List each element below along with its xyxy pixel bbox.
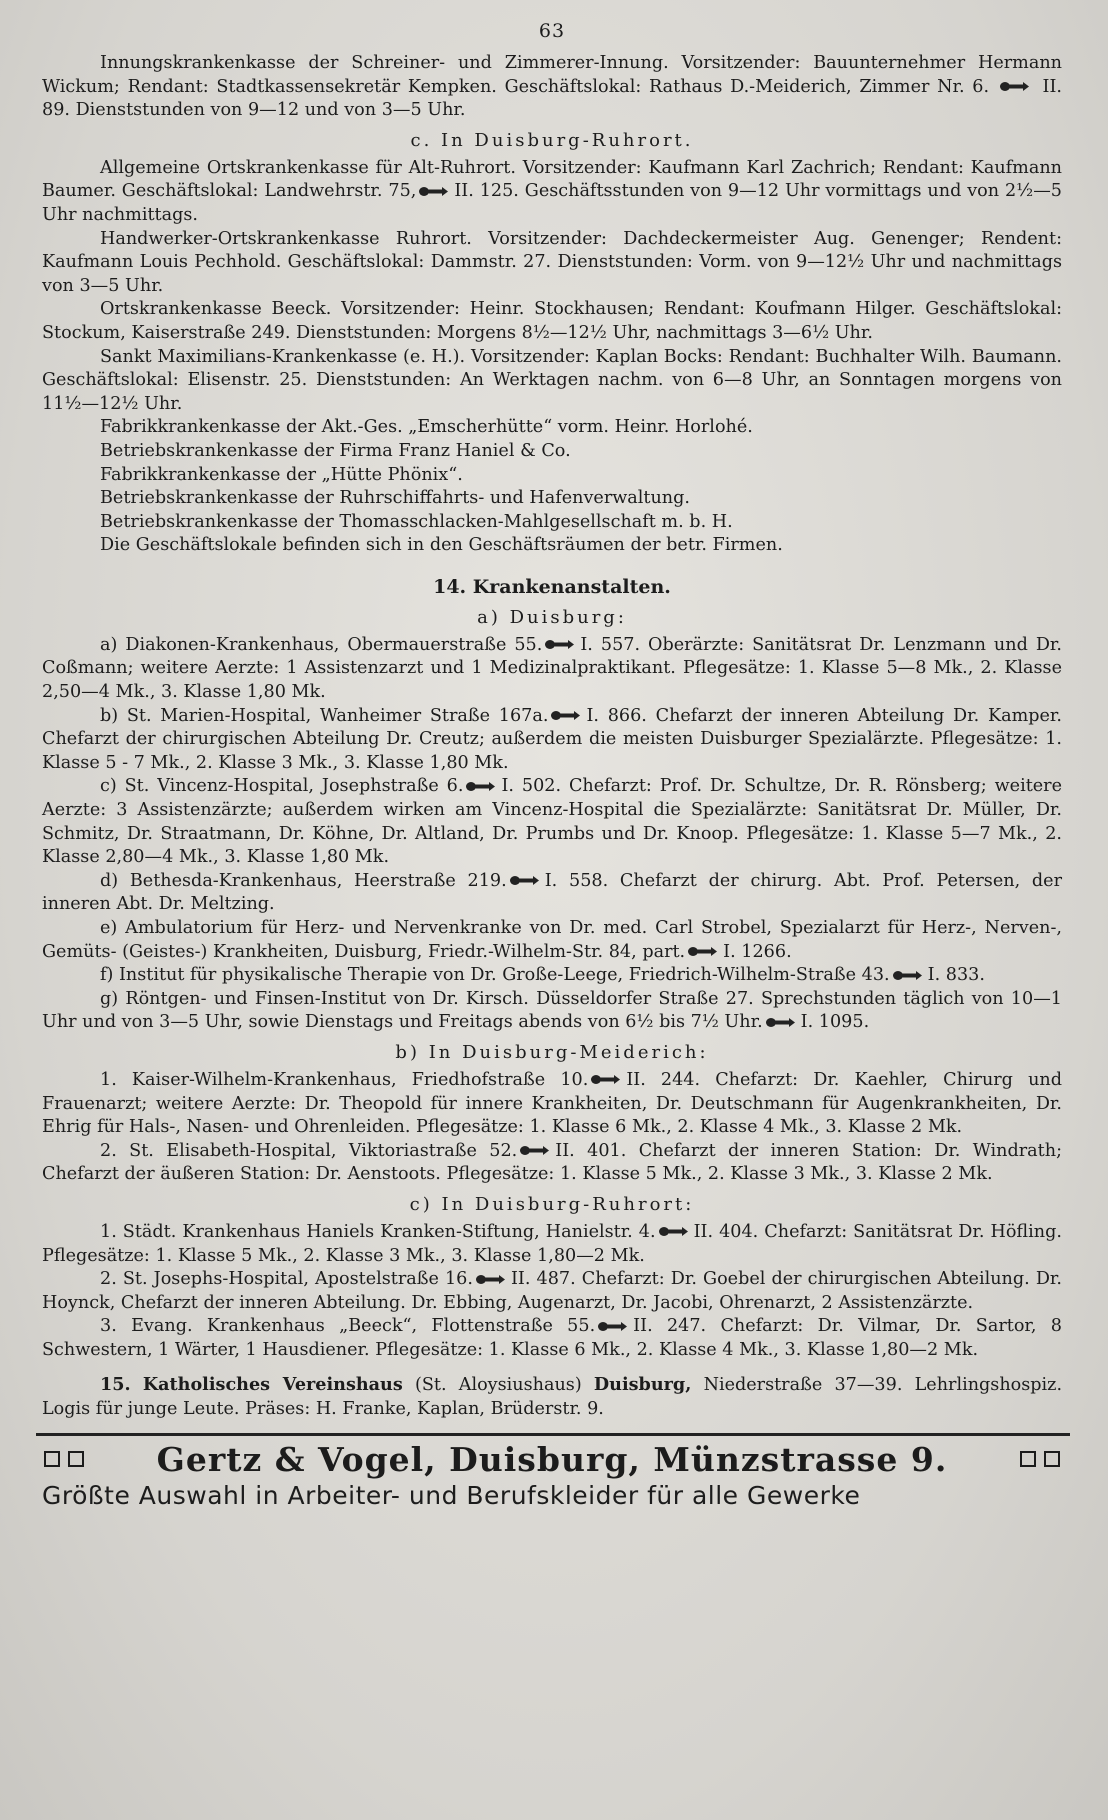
hospital-entry [42, 1069, 1062, 1140]
section-15-number: 15. [100, 1373, 131, 1395]
telephone-icon [765, 1017, 795, 1028]
section-15-city: Duisburg, [593, 1373, 692, 1395]
hospital-details: II. 244. Chefarzt: Dr. Kaehler, Chirurg und Frauenarzt; weitere Aerzte: Dr. Theopold für innere Krankheiten, Dr. Deutschmann für Augenkrankheiten, Dr. Ehrig für Hals-, Nasen- und Ohrenleiden. Pflegesätze: 1. Klasse 6 Mk., 2. Klasse 4 Mk., 3. Klasse 2 Mk. [42, 1069, 1062, 1138]
kasse-phone-text: II. 125. Geschäftsstunden von 9—12 Uhr vormittags und von 2½—5 Uhr nachmittags. [42, 181, 1062, 225]
hospital-name: b) St. Marien-Hospital, Wanheimer Straße 167a. [100, 705, 549, 726]
hospital-details: I. 1266. [723, 941, 792, 962]
kasse-entry: Sankt Maximilians-Krankenkasse (e. H.). Vorsitzender: Kaplan Bocks: Rendant: Buchhalter Wilh. Baumann. Geschäftslokal: Elisenstr. 25. Dienststunden: An Werktagen nachm. von 6—8 Uhr, an Sonntagen morgens von 11½—12½ Uhr. [42, 346, 1062, 414]
square-ornament-icon [44, 1451, 60, 1467]
hospital-details: I. 502. Chefarzt: Prof. Dr. Schultze, Dr. R. Rönsberg; weitere Aerzte: 3 Assistenzärzte; außerdem wirken am Vincenz-Hospital die Spezialärzte: Sanitätsrat Dr. Müller, Dr. Schmitz, Dr. Straatmann, Dr. Köhne, Dr. Altland, Dr. Prumbs und Dr. Knoop. Pflegesätze: 1. Klasse 5—7 Mk., 2. Klasse 2,80—4 Mk., 3. Klasse 1,80 Mk. [42, 776, 1062, 868]
hospital-entry [42, 1315, 1062, 1362]
hospital-entry [42, 775, 1062, 869]
hospital-details: II. 401. Chefarzt der inneren Station: Dr. Windrath; Chefarzt der äußeren Station: Dr. Aenstoots. Pflegesätze: 1. Klasse 5 Mk., 2. Klasse 3 Mk., 3. Klasse 2 Mk. [42, 1140, 1062, 1185]
heading-ruhrort: c) In Duisburg-Ruhrort: [409, 1193, 695, 1215]
advert-subtitle: Größte Auswahl in Arbeiter- und Berufskleider für alle Gewerke [42, 1480, 861, 1510]
telephone-icon [687, 946, 717, 957]
heading-ruhrort-kassen: c. In Duisburg-Ruhrort. [410, 129, 694, 151]
kasse-entry: Fabrikkrankenkasse der Akt.-Ges. „Emscherhütte“ vorm. Heinr. Horlohé. [100, 417, 753, 438]
telephone-icon [550, 710, 580, 721]
telephone-icon [544, 639, 574, 650]
section-15-name: Katholisches Vereinshaus [142, 1373, 403, 1395]
section-15-details: Niederstraße 37—39. Lehrlingshospiz. Logis für junge Leute. Präses: H. Franke, Kaplan, Brüderstr. 9. [42, 1374, 1063, 1419]
hospital-entry [42, 705, 1062, 776]
telephone-icon [465, 781, 495, 792]
page-number: 63 [538, 20, 566, 42]
hospital-name: g) Röntgen- und Finsen-Institut von Dr. Kirsch. Düsseldorfer Straße 27. Sprechstunden täglich von 10—1 Uhr und von 3—5 Uhr, sowie Dienstags und Freitags abends von 6½ bis 7½ Uhr. [42, 988, 1062, 1033]
heading-meiderich: b) In Duisburg-Meiderich: [395, 1041, 709, 1063]
hospital-details: II. 247. Chefarzt: Dr. Vilmar, Dr. Sartor, 8 Schwestern, 1 Wärter, 1 Hausdiener. Pflegesätze: 1. Klasse 6 Mk., 2. Klasse 4 Mk., 3. Klasse 1,80—2 Mk. [42, 1316, 1062, 1360]
kasse-entry: Handwerker-Ortskrankenkasse Ruhrort. Vorsitzender: Dachdeckermeister Aug. Genenger; Rendent: Kaufmann Louis Pechhold. Geschäftslokal: Dammstr. 27. Dienststunden: Vorm. von 9—12½ Uhr und nachmittags von 3—5 Uhr. [42, 228, 1062, 296]
square-ornament-icon [1044, 1451, 1060, 1467]
hospital-entry [42, 964, 1062, 988]
kasse-entry: Fabrikkrankenkasse der „Hütte Phönix“. [100, 464, 463, 485]
advert-divider [36, 1433, 1070, 1436]
telephone-icon [519, 1145, 549, 1156]
hospital-name: 2. St. Elisabeth-Hospital, Viktoriastraße 52. [100, 1140, 518, 1161]
square-ornament-right [1020, 1451, 1060, 1467]
innung-text: Innungskrankenkasse der Schreiner- und Zimmerer-Innung. Vorsitzender: Bauunternehmer Hermann Wickum; Rendant: Stadtkassensekretär Kempken. Geschäftslokal: Rathaus D.-Meiderich, Zimmer Nr. 6. [42, 53, 1062, 97]
hospital-entry [42, 917, 1062, 964]
section-15-entry [42, 1373, 1062, 1421]
hospital-name: d) Bethesda-Krankenhaus, Heerstraße 219. [100, 870, 507, 891]
hospital-name: 3. Evang. Krankenhaus „Beeck“, Flottenstraße 55. [100, 1316, 596, 1337]
hospital-details: I. 557. Oberärzte: Sanitätsrat Dr. Lenzmann und Dr. Coßmann; weitere Aerzte: 1 Assistenzarzt und 1 Medizinalpraktikant. Pflegesätze: 1. Klasse 5—8 Mk., 2. Klasse 2,50—4 Mk., 3. Klasse 1,80 Mk. [42, 634, 1062, 703]
kasse-entry [42, 157, 1062, 228]
hospital-name: 1. Kaiser-Wilhelm-Krankenhaus, Friedhofstraße 10. [100, 1069, 589, 1090]
telephone-icon [658, 1226, 688, 1237]
hospital-name: 2. St. Josephs-Hospital, Apostelstraße 16. [100, 1269, 473, 1290]
kasse-entry: Betriebskrankenkasse der Firma Franz Haniel & Co. [100, 440, 571, 461]
kasse-text: Allgemeine Ortskrankenkasse für Alt-Ruhrort. Vorsitzender: Kaufmann Karl Zachrich; Rendant: Kaufmann Baumer. Geschäftslokal: Landwehrstr. 75, [42, 157, 1062, 202]
hospital-name: c) St. Vincenz-Hospital, Josephstraße 6. [100, 776, 464, 797]
advert-title: Gertz & Vogel, Duisburg, Münzstrasse 9. [156, 1439, 948, 1479]
hospital-entry [42, 1221, 1062, 1268]
kasse-entry: Ortskrankenkasse Beeck. Vorsitzender: Heinr. Stockhausen; Rendant: Koufmann Hilger. Geschäftslokal: Stockum, Kaiserstraße 249. Dienststunden: Morgens 8½—12½ Uhr, nachmittags 3—6½ Uhr. [42, 299, 1062, 343]
telephone-icon [590, 1074, 620, 1085]
innung-entry [42, 52, 1062, 123]
hospital-details: II. 404. Chefarzt: Sanitätsrat Dr. Höfling. Pflegesätze: 1. Klasse 5 Mk., 2. Klasse 3 Mk., 3. Klasse 1,80—2 Mk. [42, 1221, 1062, 1266]
hospital-entry [42, 870, 1062, 917]
telephone-icon [892, 970, 922, 981]
hospital-details: I. 1095. [800, 1012, 870, 1033]
kasse-entry: Die Geschäftslokale befinden sich in den Geschäftsräumen der betr. Firmen. [100, 535, 783, 556]
telephone-icon [475, 1274, 505, 1285]
hospital-entry [42, 1268, 1062, 1315]
square-ornament-icon [68, 1451, 84, 1467]
section-15-paren: (St. Aloysiushaus) [414, 1374, 582, 1395]
advert-banner [42, 1440, 1062, 1479]
hospital-name: a) Diakonen-Krankenhaus, Obermauerstraße 55. [100, 634, 543, 655]
heading-duisburg: a) Duisburg: [477, 606, 627, 628]
telephone-icon [509, 875, 539, 886]
innung-phone-hours: II. 89. Dienststunden von 9—12 und von 3—5 Uhr. [42, 76, 1063, 121]
hospital-details: I. 833. [927, 965, 985, 986]
hospital-name: 1. Städt. Krankenhaus Haniels Kranken-Stiftung, Hanielstr. 4. [100, 1221, 656, 1242]
square-ornament-icon [1020, 1451, 1036, 1467]
telephone-icon [597, 1321, 627, 1332]
kasse-entry: Betriebskrankenkasse der Ruhrschiffahrts- und Hafenverwaltung. [100, 488, 690, 509]
square-ornament-left [44, 1451, 84, 1467]
section-14-title: 14. Krankenanstalten. [433, 575, 671, 598]
telephone-icon [999, 81, 1029, 92]
hospital-entry [42, 1140, 1062, 1187]
hospital-details: II. 487. Chefarzt: Dr. Goebel der chirurgischen Abteilung. Dr. Hoynck, Chefarzt der inneren Abteilung. Dr. Ebbing, Augenarzt, Dr. Jacobi, Ohrenarzt, 2 Assistenzärzte. [42, 1269, 1062, 1313]
hospital-entry [42, 634, 1062, 705]
hospital-entry [42, 988, 1062, 1035]
telephone-icon [418, 186, 448, 197]
kasse-entry: Betriebskrankenkasse der Thomasschlacken-Mahlgesellschaft m. b. H. [100, 511, 733, 532]
hospital-details: I. 558. Chefarzt der chirurg. Abt. Prof. Petersen, der inneren Abt. Dr. Meltzing. [42, 870, 1062, 915]
hospital-details: I. 866. Chefarzt der inneren Abteilung Dr. Kamper. Chefarzt der chirurgischen Abteilung Dr. Creutz; außerdem die meisten Duisburger Spezialärzte. Pflegesätze: 1. Klasse 5 - 7 Mk., 2. Klasse 3 Mk., 3. Klasse 1,80 Mk. [42, 705, 1062, 773]
hospital-name: f) Institut für physikalische Therapie von Dr. Große-Leege, Friedrich-Wilhelm-Straße 43. [100, 965, 890, 986]
hospital-name: e) Ambulatorium für Herz- und Nervenkranke von Dr. med. Carl Strobel, Spezialarzt für Herz-, Nerven-, Gemüts- (Geistes-) Krankheiten, Duisburg, Friedr.-Wilhelm-Str. 84, part. [42, 918, 1062, 962]
